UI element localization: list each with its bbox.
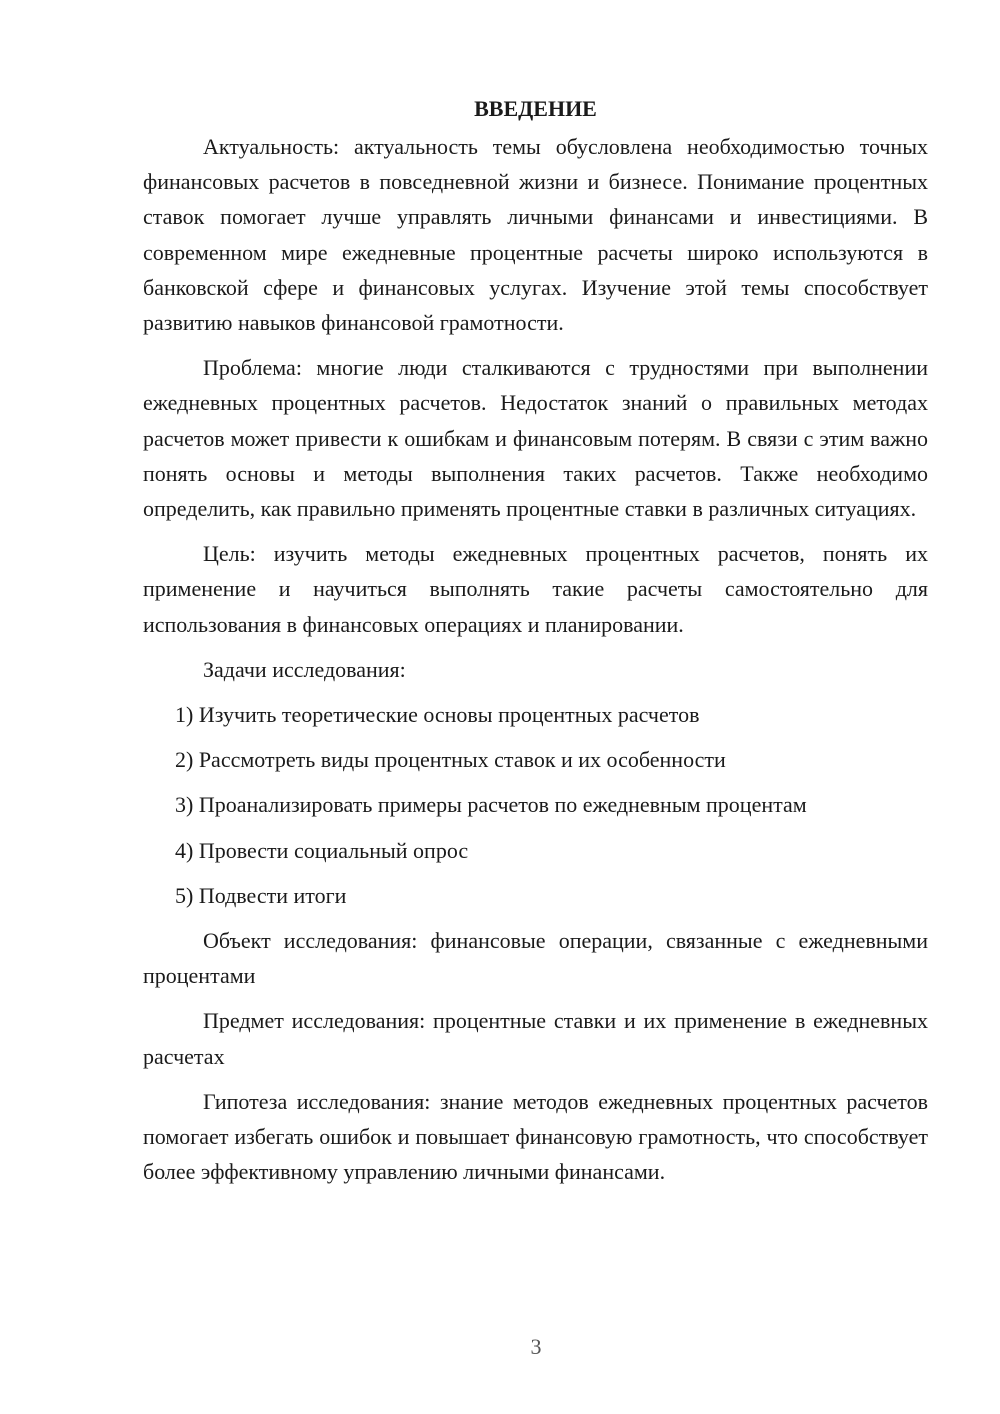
list-item: 2) Рассмотреть виды процентных ставок и их особенности: [175, 747, 726, 773]
list-item: 5) Подвести итоги: [175, 882, 347, 908]
page-number: 3: [530, 1334, 542, 1359]
paragraph-goal: Цель: изучить методы ежедневных процентных расчетов, понять их применение и научиться выполнять такие расчеты самостоятельно для использования в финансовых операциях и планировании.: [143, 541, 928, 637]
paragraph-relevance: Актуальность: актуальность темы обусловлена необходимостью точных финансовых расчетов в повседневной жизни и бизнесе. Понимание процентных ставок помогает лучше управлять личными финансами и инвестициями. В современном мире ежедневные процентные расчеты широко используются в банковской сфере и финансовых услугах. Изучение этой темы способствует развитию навыков финансовой грамотности.: [143, 134, 928, 336]
list-item: 3) Проанализировать примеры расчетов по ежедневным процентам: [175, 792, 807, 818]
paragraph-object: Объект исследования: финансовые операции, связанные с ежедневными процентами: [143, 928, 928, 989]
list-item: 1) Изучить теоретические основы процентных расчетов: [175, 702, 700, 728]
paragraph-problem: Проблема: многие люди сталкиваются с трудностями при выполнении ежедневных процентных расчетов. Недостаток знаний о правильных методах расчетов может привести к ошибкам и финансовым потерям. В связи с этим важно понять основы и методы выполнения таких расчетов. Также необходимо определить, как правильно применять процентные ставки в различных ситуациях.: [143, 355, 928, 522]
document-page: [143, 92, 928, 1199]
paragraph-hypothesis: Гипотеза исследования: знание методов ежедневных процентных расчетов помогает избегать ошибок и повышает финансовую грамотность, что способствует более эффективному управлению личными финансами.: [143, 1088, 928, 1185]
list-item: 4) Провести социальный опрос: [175, 837, 469, 863]
task-list: [143, 697, 928, 913]
paragraph-subject: Предмет исследования: процентные ставки и их применение в ежедневных расчетах: [143, 1008, 928, 1069]
tasks-heading: Задачи исследования:: [203, 656, 406, 682]
page-title: ВВЕДЕНИЕ: [474, 96, 597, 121]
